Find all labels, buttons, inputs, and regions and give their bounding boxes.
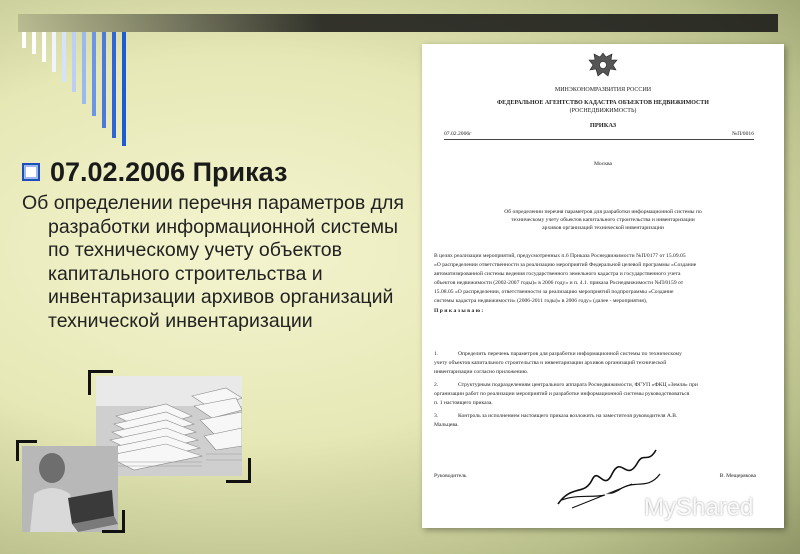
description-line: капитального строительства и [48, 262, 323, 285]
stripe [22, 32, 26, 48]
doc-order-word: П р и к а з ы в а ю : [434, 308, 484, 314]
description-line: Об определении перечня параметров для [22, 192, 404, 214]
doc-signer-title: Руководитель [434, 473, 467, 479]
stripe [112, 32, 116, 138]
stripe [122, 32, 126, 146]
description-line: разработки информационной системы [48, 215, 399, 238]
doc-item-line: Структурным подразделениям центрального аппарата Роснедвижимости, ФГУП «ФКЦ «Земля» при [458, 382, 698, 388]
description-line: технической инвентаризации [48, 309, 313, 332]
doc-body-line: «О распределении ответственности за реализацию мероприятий Федеральной целевой программы «Создание [434, 262, 697, 268]
coat-of-arms-icon [586, 50, 620, 80]
stripe [82, 32, 86, 104]
doc-subject-line: техническому учету объектов капитального строительства и инвентаризации [511, 217, 695, 223]
stripe [72, 32, 76, 92]
doc-subject-line: Об определении перечня параметров для разработки информационной системы по [504, 209, 702, 215]
doc-ministry: МИНЭКОНОМРАЗВИТИЯ РОССИИ [554, 87, 652, 93]
doc-body-line: 15.08.05 «О распределении, ответственности за реализацию мероприятий подпрограммы «Создание [434, 289, 674, 295]
stripe [42, 32, 46, 62]
doc-item-line: организации работ по реализации мероприятий и разработке информационной системы руководствоваться [434, 391, 690, 397]
doc-agency: ФЕДЕРАЛЬНОЕ АГЕНТСТВО КАДАСТРА ОБЪЕКТОВ НЕДВИЖИМОСТИ [497, 100, 709, 106]
stripe [62, 32, 66, 82]
stripe [32, 32, 36, 54]
description-line: по техническому учету объектов [48, 239, 342, 261]
doc-item-number: 1. [434, 351, 439, 357]
slide-title: 07.02.2006 Приказ [50, 156, 288, 187]
doc-date: 07.02.2006г [444, 131, 472, 137]
doc-item-line: инвентаризации согласно приложению. [434, 369, 529, 375]
doc-body-line: автоматизированной системы ведения государственного земельного кадастра и государственного учета [434, 271, 681, 277]
doc-item-line: Контроль за исполнением настоящего приказа возложить на заместителя руководителя А.В. [458, 413, 678, 419]
description-line: инвентаризации архивов организаций [48, 286, 394, 308]
slide-heading [22, 156, 287, 188]
top-bar [18, 14, 778, 32]
photo-frame-corner [102, 510, 125, 533]
doc-type: ПРИКАЗ [589, 122, 617, 129]
doc-body-line: системы кадастра недвижимости» (2006-2011 годы)» в 2006 году» (далее - мероприятия), [434, 298, 648, 304]
watermark [604, 493, 753, 523]
doc-body-line: В целях реализации мероприятий, предусмотренных п.6 Приказа Роснедвижимости №П/0177 от 15.09.05 [434, 253, 686, 259]
doc-item-line: учету объектов капитального строительства и инвентаризации архивов организаций технической [434, 360, 667, 366]
doc-number: №П/0016 [731, 131, 754, 137]
doc-item-number: 2. [434, 382, 439, 388]
presentation-board-icon [604, 493, 638, 523]
doc-item-number: 3. [434, 413, 439, 419]
photo-frame-corner [226, 458, 251, 483]
doc-item-line: п. 1 настоящего приказа. [434, 400, 493, 406]
doc-body-line: объектов недвижимости (2002-2007 годы)» в 2006 году» и п. 4.1. приказа Роснедвижимости №П/0159 от [434, 280, 684, 286]
order-document-image [422, 44, 784, 528]
watermark-text: MyShared [644, 494, 754, 521]
doc-subject-line: архивов организаций технической инвентаризации [542, 225, 664, 231]
slide-description [22, 192, 422, 333]
decorative-stripes [18, 32, 138, 150]
stripe [102, 32, 106, 128]
doc-agency-short: (РОСНЕДВИЖИМОСТЬ) [569, 108, 637, 114]
doc-city: Москва [593, 161, 613, 167]
stripe [92, 32, 96, 116]
doc-signer-name: В. Мещерякова [719, 473, 756, 479]
doc-item-line: Мальцева. [434, 422, 459, 428]
doc-item-line: Определить перечень параметров для разработки информационной системы по техническому [458, 351, 682, 357]
bullet-square-icon [22, 163, 40, 181]
stripe [52, 32, 56, 72]
doc-divider [444, 139, 754, 140]
